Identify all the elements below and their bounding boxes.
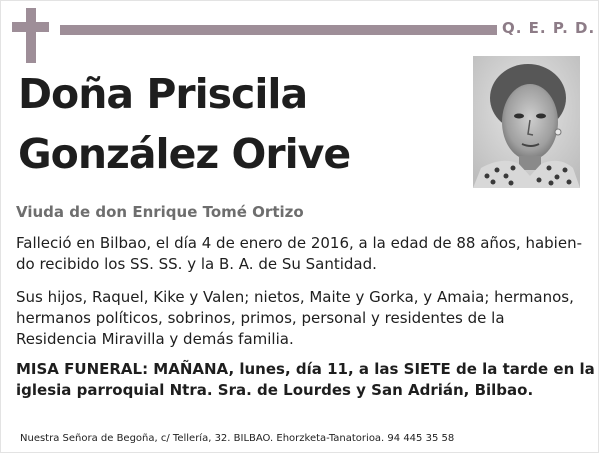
cross-icon-horizontal [12,22,49,32]
deceased-name-line1: Doña Priscila [18,70,308,118]
widow-of-text: Viuda de don Enrique Tomé Ortizo [16,203,304,221]
paragraph-line: iglesia parroquial Ntra. Sra. de Lourdes y San Adrián, Bilbao. [16,381,534,399]
qepd-label: Q. E. P. D. [502,19,596,37]
portrait-image [473,56,580,188]
cross-icon-vertical [26,8,36,63]
funeral-mass-paragraph [16,359,595,401]
paragraph-line: hermanos políticos, sobrinos, primos, personal y residentes de la [16,309,505,327]
paragraph-line: MISA FUNERAL: MAÑANA, lunes, día 11, a las SIETE de la tarde en la [16,360,595,378]
death-notice-paragraph [16,233,586,275]
deceased-name-line2: González Orive [18,130,351,178]
paragraph-line: Sus hijos, Raquel, Kike y Valen; nietos, Maite y Gorka, y Amaia; hermanos, [16,288,574,306]
paragraph-line: do recibido los SS. SS. y la B. A. de Su Santidad. [16,255,377,273]
header-rule [60,25,497,35]
paragraph-line: Residencia Miravilla y demás familia. [16,330,294,348]
family-paragraph [16,287,586,350]
funeral-home-footer: Nuestra Señora de Begoña, c/ Tellería, 32. BILBAO. Ehorzketa-Tanatorioa. 94 445 35 58 [20,433,455,444]
deceased-photo [473,56,580,188]
paragraph-line: Falleció en Bilbao, el día 4 de enero de 2016, a la edad de 88 años, habien- [16,234,582,252]
